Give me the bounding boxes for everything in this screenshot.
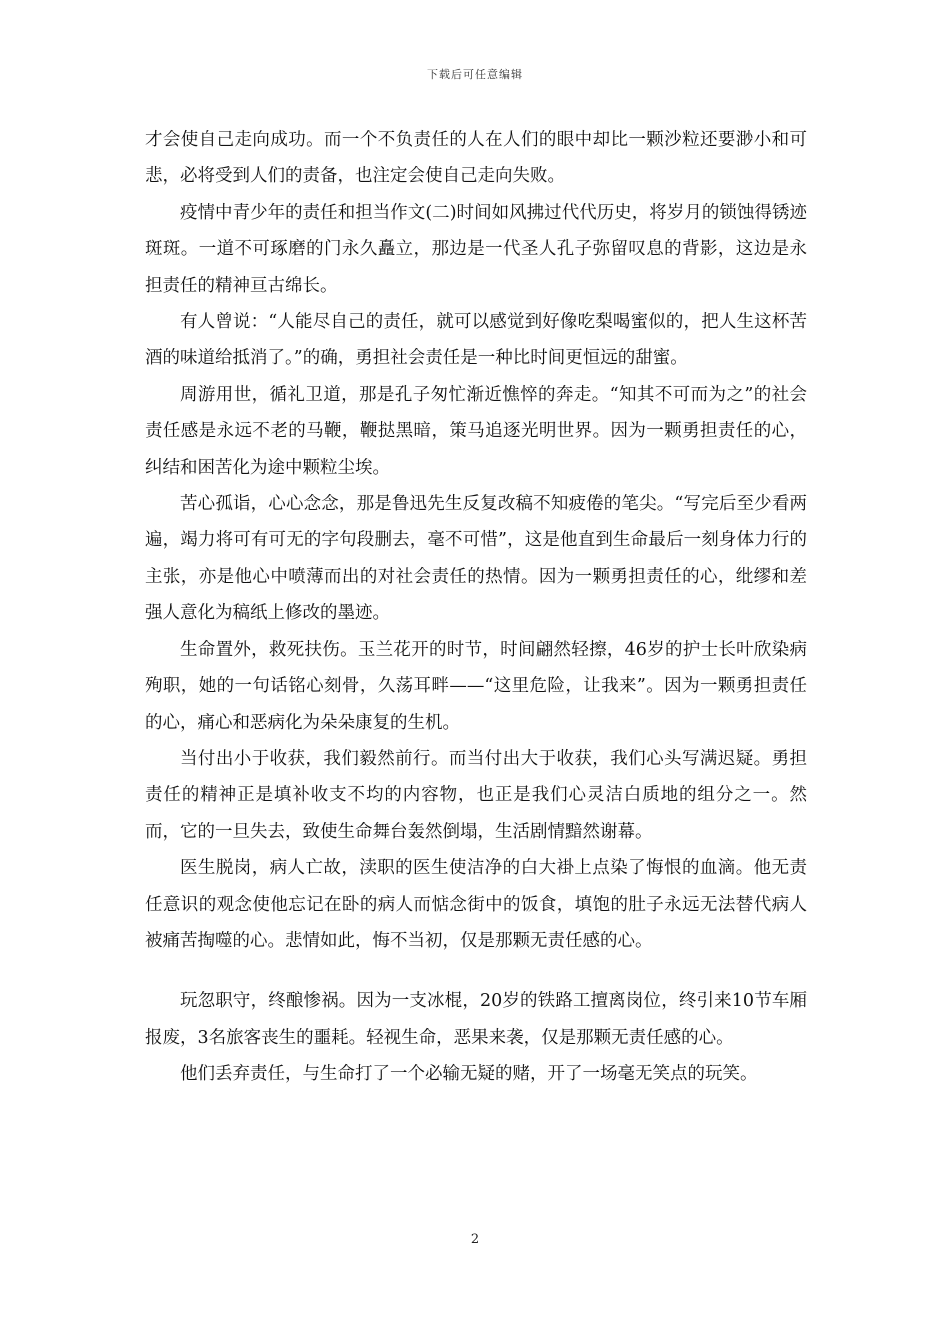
paragraph-1: 才会使自己走向成功。而一个不负责任的人在人们的眼中却比一颗沙粒还要渺小和可悲，必将受到人们的责备，也注定会使自己走向失败。 xyxy=(145,130,807,187)
paragraph-10: 他们丢弃责任，与生命打了一个必输无疑的赌，开了一场毫无笑点的玩笑。 xyxy=(180,1064,758,1085)
paragraph-2: 疫情中青少年的责任和担当作文(二)时间如风拂过代代历史，将岁月的锁蚀得锈迹斑斑。一道不可琢磨的门永久矗立，那边是一代圣人孔子弥留叹息的背影，这边是永担责任的精神亘古绵长。 xyxy=(145,202,807,296)
page-number: 2 xyxy=(470,1232,480,1247)
paragraph-8: 医生脱岗，病人亡故，渎职的医生使洁净的白大褂上点染了悔恨的血滴。他无责任意识的观念使他忘记在卧的病人而惦念街中的饭食，填饱的肚子永远无法替代病人被痛苦掏噬的心。悲情如此，悔不当初，仅是那颗无责任感的心。 xyxy=(145,858,807,951)
paragraph-5: 苦心孤诣，心心念念，那是鲁迅先生反复改稿不知疲倦的笔尖。“写完后至少看两遍，竭力将可有可无的字句段删去，毫不可惜”，这是他直到生命最后一刻身体力行的主张，亦是他心中喷薄而出的对社会责任的热情。因为一颗勇担责任的心，纰缪和差强人意化为稿纸上修改的墨迹。 xyxy=(145,494,807,624)
paragraph-7: 当付出小于收获，我们毅然前行。而当付出大于收获，我们心头写满迟疑。勇担责任的精神正是填补收支不均的内容物，也正是我们心灵洁白质地的组分之一。然而，它的一旦失去，致使生命舞台轰然倒塌，生活剧情黯然谢幕。 xyxy=(145,748,807,842)
paragraph-9: 玩忽职守，终酿惨祸。因为一支冰棍，20岁的铁路工擅离岗位，终引来10节车厢报废，3名旅客丧生的噩耗。轻视生命，恶果来袭，仅是那颗无责任感的心。 xyxy=(145,991,807,1048)
paragraph-3: 有人曾说：“人能尽自己的责任，就可以感觉到好像吃梨喝蜜似的，把人生这杯苦酒的味道给抵消了。”的确，勇担社会责任是一种比时间更恒远的甜蜜。 xyxy=(145,312,807,369)
paragraph-6: 生命置外，救死扶伤。玉兰花开的时节，时间翩然轻擦，46岁的护士长叶欣染病殉职，她的一句话铭心刻骨，久荡耳畔——“这里危险，让我来”。因为一颗勇担责任的心，痛心和恶病化为朵朵康复的生机。 xyxy=(145,639,807,733)
page-header: 下载后可任意编辑 xyxy=(427,68,523,81)
paragraph-4: 周游用世，循礼卫道，那是孔子匆忙渐近憔悴的奔走。“知其不可而为之”的社会责任感是永远不老的马鞭，鞭挞黑暗，策马追逐光明世界。因为一颗勇担责任的心，纠结和困苦化为途中颗粒尘埃。 xyxy=(145,384,807,478)
document-body xyxy=(145,122,807,1093)
